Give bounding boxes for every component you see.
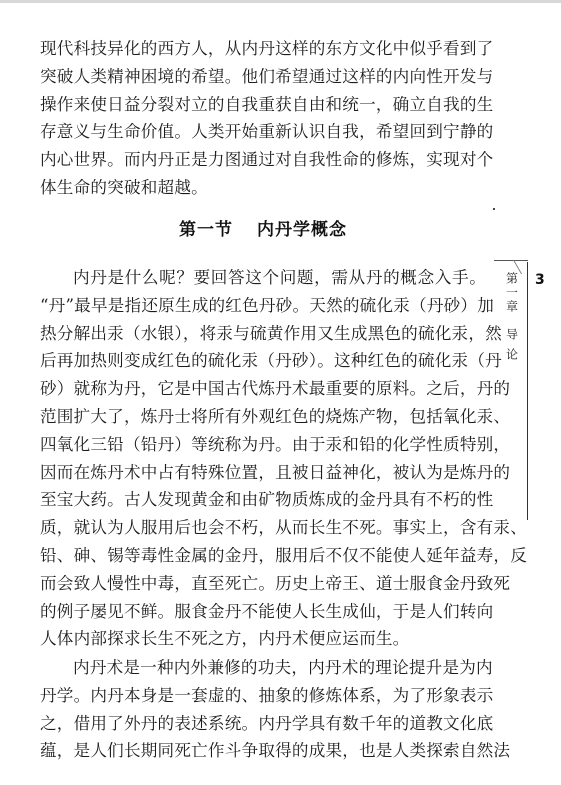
paragraph-line: 的例子屡见不鲜。服食金丹不能使人长生成仙，于是人们转向 — [40, 601, 494, 621]
paragraph-line: 范围扩大了，炼丹士将所有外观红色的烧炼产物，包括氧化汞、 — [40, 406, 511, 426]
intro-line: 体生命的突破和超越。 — [40, 177, 208, 197]
intro-line: 现代科技异化的西方人，从内丹这样的东方文化中似乎看到了 — [40, 39, 494, 58]
intro-line: 存意义与生命价值。人类开始重新认识自我，希望回到宁静的 — [40, 122, 494, 142]
running-chapter-label — [500, 272, 522, 372]
paragraph-line: 内丹术是一种内外兼修的功夫，内丹术的理论提升是为内 — [73, 658, 493, 677]
paragraph-line: 蕴，是人们长期同死亡作斗争取得的成果，也是人类探索自然法 — [40, 741, 511, 761]
paragraph-line: 质，就认为人服用后也会不朽，从而长生不死。事实上，含有汞、 — [40, 518, 528, 538]
paragraph-line: 之，借用了外丹的表述系统。内丹学具有数千年的道教文化底 — [40, 713, 494, 733]
paragraph-line: 热分解出汞（水银），将汞与硫黄作用又生成黑色的硫化汞，然 — [40, 323, 502, 343]
intro-line: 突破人类精神困境的希望。他们希望通过这样的内向性开发与 — [40, 66, 494, 86]
intro-line: 操作来使日益分裂对立的自我重获自由和统一，确立自我的生 — [40, 94, 494, 114]
page-number: 3 — [535, 272, 545, 288]
paragraph-line: 内丹是什么呢？要回答这个问题，需从丹的概念入手。 — [73, 268, 486, 287]
paragraph-line: 铅、砷、锡等毒性金属的金丹，服用后不仅不能使人延年益寿，反 — [40, 545, 528, 565]
part-label-text: 导论 — [504, 328, 519, 368]
paragraph-line: 四氧化三铅（铅丹）等统称为丹。由于汞和铅的化学性质特别， — [40, 434, 511, 454]
section-number: 第一节 — [179, 220, 233, 240]
page-top-edge — [0, 0, 561, 3]
paragraph-line: “丹”最早是指还原生成的红色丹砂。天然的硫化汞（丹砂）加 — [40, 295, 495, 315]
paragraph-line: 丹学。内丹本身是一套虚的、抽象的修炼体系，为了形象表示 — [40, 685, 494, 705]
paragraph-line: 而会致人慢性中毒，直至死亡。历史上帝王、道士服食金丹致死 — [40, 573, 511, 593]
print-speck — [493, 208, 495, 210]
paragraph-line: 因而在炼丹术中占有特殊位置，且被日益神化，被认为是炼丹的 — [40, 462, 511, 482]
paragraph-line: 至宝大药。古人发现黄金和由矿物质炼成的金丹具有不朽的性 — [40, 490, 494, 510]
paragraph-line: 砂）就称为丹，它是中国古代炼丹术最重要的原料。之后，丹的 — [40, 379, 511, 399]
chapter-label-text: 第一章 — [504, 272, 519, 314]
section-heading — [40, 215, 486, 245]
margin-rule — [527, 262, 528, 520]
intro-paragraph — [40, 35, 494, 202]
paragraph-neidan-practice — [40, 654, 511, 765]
paragraph-line: 人体内部探求长生不死之方，内丹术便应运而生。 — [40, 629, 410, 649]
intro-line: 内心世界。而内丹正是力图通过对自我性命的修炼，实现对个 — [40, 150, 494, 170]
section-title: 内丹学概念 — [257, 220, 347, 240]
paragraph-line: 后再加热则变成红色的硫化汞（丹砂）。这种红色的硫化汞（丹 — [40, 351, 502, 371]
